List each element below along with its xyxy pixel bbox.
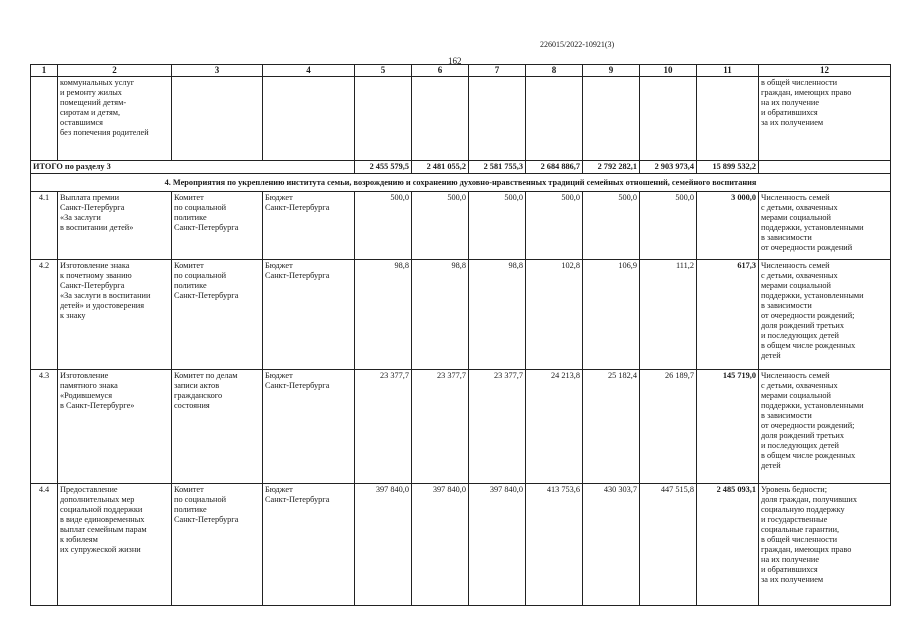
- year-value: 500,0: [355, 192, 412, 260]
- subtotal-total: 15 899 532,2: [697, 161, 759, 174]
- funding-source: Бюджет Санкт-Петербурга: [263, 260, 355, 370]
- table-row: [31, 370, 891, 484]
- year-value: 23 377,7: [469, 370, 526, 484]
- year-value: 500,0: [469, 192, 526, 260]
- page-number: 162: [448, 56, 462, 66]
- indicator-text: Численность семей с детьми, охваченных мерами социальной поддержки, установленными в зависимости от очередности рождений: [759, 192, 891, 260]
- year-value: 23 377,7: [412, 370, 469, 484]
- year-value: 25 182,4: [583, 370, 640, 484]
- measure-name: коммунальных услуг и ремонту жилых помещений детям- сиротам и детям, оставшимся без попечения родителей: [58, 77, 172, 161]
- year-value: 413 753,6: [526, 484, 583, 606]
- year-value: 111,2: [640, 260, 697, 370]
- subtotal-label: ИТОГО по разделу 3: [31, 161, 355, 174]
- program-table: [30, 64, 891, 606]
- year-value: 98,8: [469, 260, 526, 370]
- executor: Комитет по социальной политике Санкт-Петербурга: [172, 260, 263, 370]
- subtotal-value: 2 455 579,5: [355, 161, 412, 174]
- year-value: 98,8: [355, 260, 412, 370]
- year-value: 397 840,0: [355, 484, 412, 606]
- column-header: 8: [526, 65, 583, 77]
- subtotal-value: 2 903 973,4: [640, 161, 697, 174]
- subtotal-value: 2 481 055,2: [412, 161, 469, 174]
- table-row: [31, 260, 891, 370]
- subtotal-value: 2 792 282,1: [583, 161, 640, 174]
- year-value: 397 840,0: [469, 484, 526, 606]
- year-value: 23 377,7: [355, 370, 412, 484]
- year-value: 500,0: [412, 192, 469, 260]
- indicator-text: Численность семей с детьми, охваченных мерами социальной поддержки, установленными в зависимости от очередности рождений; доля рождений третьих и последующих детей в общем числе рожденных детей: [759, 260, 891, 370]
- row-number: 4.1: [31, 192, 58, 260]
- continued-row: [31, 77, 891, 161]
- executor: Комитет по делам записи актов гражданского состояния: [172, 370, 263, 484]
- total-value: 617,3: [697, 260, 759, 370]
- year-value: 26 189,7: [640, 370, 697, 484]
- measure-name: Выплата премии Санкт-Петербурга «За заслуги в воспитании детей»: [58, 192, 172, 260]
- column-header: 7: [469, 65, 526, 77]
- funding-source: Бюджет Санкт-Петербурга: [263, 484, 355, 606]
- year-value: 397 840,0: [412, 484, 469, 606]
- column-header: 4: [263, 65, 355, 77]
- column-header: 1: [31, 65, 58, 77]
- document-id: 226015/2022-10921(3): [540, 40, 615, 49]
- indicator-text: Уровень бедности; доля граждан, получивших социальную поддержку и государственные социальные гарантии, в общей численности граждан, имеющих право на их получение и обратившихся за их получением: [759, 484, 891, 606]
- indicator-text: в общей численности граждан, имеющих право на их получение и обратившихся за их получением: [759, 77, 891, 161]
- column-header: 6: [412, 65, 469, 77]
- executor: Комитет по социальной политике Санкт-Петербурга: [172, 192, 263, 260]
- year-value: 98,8: [412, 260, 469, 370]
- year-value: 500,0: [640, 192, 697, 260]
- total-value: 3 000,0: [697, 192, 759, 260]
- row-number: 4.2: [31, 260, 58, 370]
- year-value: 500,0: [583, 192, 640, 260]
- funding-source: Бюджет Санкт-Петербурга: [263, 192, 355, 260]
- table-row: [31, 192, 891, 260]
- table-row: [31, 484, 891, 606]
- year-value: 430 303,7: [583, 484, 640, 606]
- year-value: 106,9: [583, 260, 640, 370]
- executor: Комитет по социальной политике Санкт-Петербурга: [172, 484, 263, 606]
- subtotal-row: [31, 161, 891, 174]
- column-header: 10: [640, 65, 697, 77]
- column-header: 9: [583, 65, 640, 77]
- section-title: 4. Мероприятия по укреплению института семьи, возрождению и сохранению духовно-нравственных традиций семейных отношений, семейного воспитания: [31, 174, 891, 192]
- total-value: 2 485 093,1: [697, 484, 759, 606]
- column-number-row: [31, 65, 891, 77]
- year-value: 447 515,8: [640, 484, 697, 606]
- subtotal-value: 2 581 755,3: [469, 161, 526, 174]
- row-number: 4.4: [31, 484, 58, 606]
- measure-name: Изготовление памятного знака «Родившемуся в Санкт-Петербурге»: [58, 370, 172, 484]
- column-header: 3: [172, 65, 263, 77]
- row-number: 4.3: [31, 370, 58, 484]
- indicator-text: Численность семей с детьми, охваченных мерами социальной поддержки, установленными в зависимости от очередности рождений; доля рождений третьих и последующих детей в общем числе рожденных детей: [759, 370, 891, 484]
- column-header: 11: [697, 65, 759, 77]
- year-value: 102,8: [526, 260, 583, 370]
- measure-name: Изготовление знака к почетному званию Санкт-Петербурга «За заслуги в воспитании детей» и удостоверения к знаку: [58, 260, 172, 370]
- measure-name: Предоставление дополнительных мер социальной поддержки в виде единовременных выплат семейным парам к юбилеям их супружеской жизни: [58, 484, 172, 606]
- year-value: 500,0: [526, 192, 583, 260]
- subtotal-value: 2 684 886,7: [526, 161, 583, 174]
- column-header: 5: [355, 65, 412, 77]
- total-value: 145 719,0: [697, 370, 759, 484]
- column-header: 12: [759, 65, 891, 77]
- section-row: [31, 174, 891, 192]
- funding-source: Бюджет Санкт-Петербурга: [263, 370, 355, 484]
- column-header: 2: [58, 65, 172, 77]
- year-value: 24 213,8: [526, 370, 583, 484]
